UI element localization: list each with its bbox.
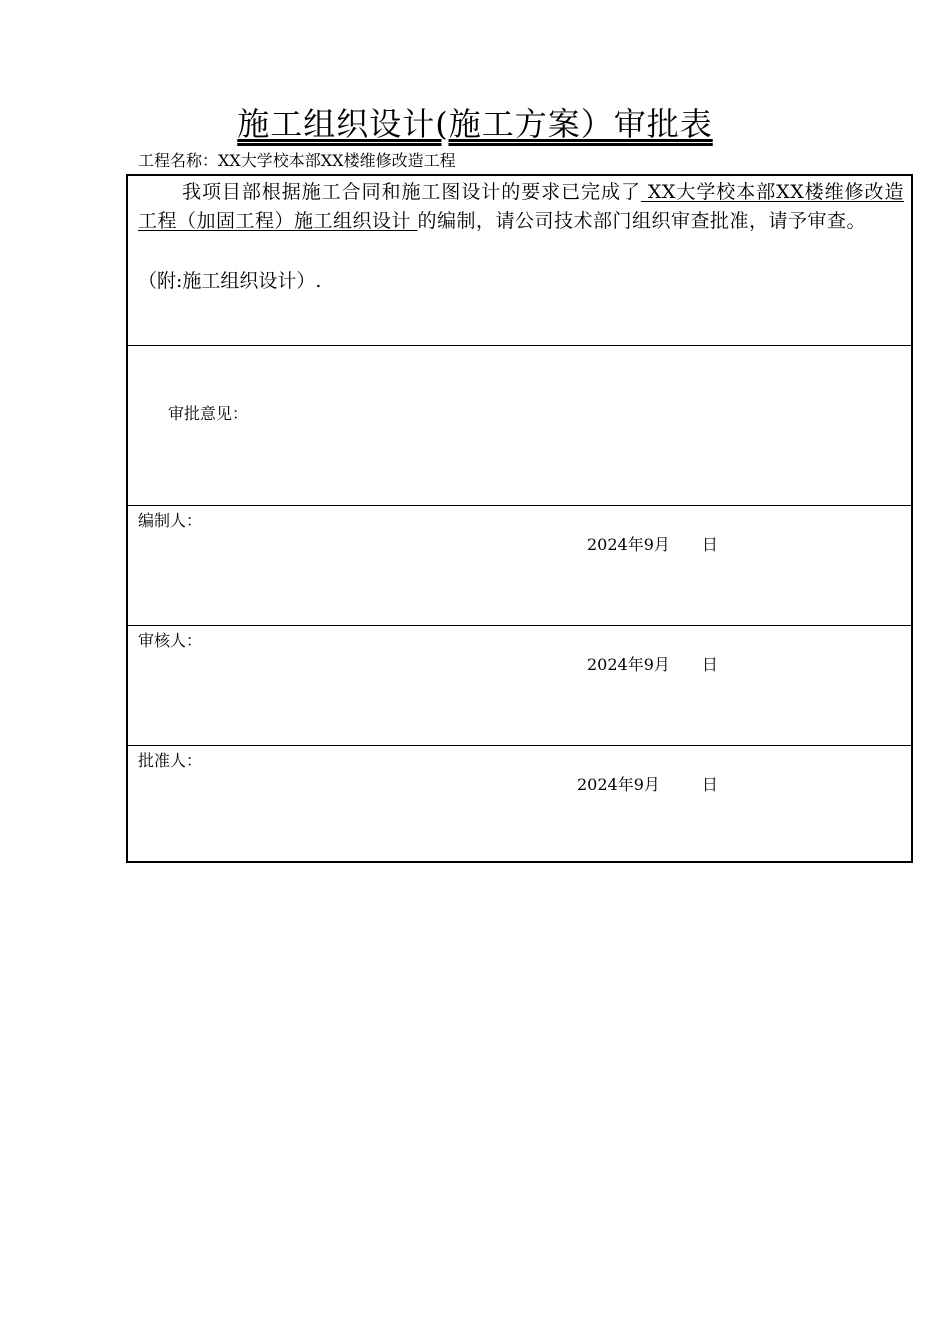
approver-date [577,774,718,796]
statement-text-after: 的编制，请公司技术部门组织审查批准，请予审查。 [417,210,867,232]
compiler-section[interactable] [128,505,911,625]
approver-section[interactable] [128,745,911,863]
reviewer-date-month: 2024年9月 [587,655,670,674]
compiler-date [587,534,718,556]
statement-text-before: 我项目部根据施工合同和施工图设计的要求已完成了 [182,181,641,203]
application-statement [138,178,904,236]
approver-date-month: 2024年9月 [577,775,660,794]
approval-opinion-label: 审批意见： [168,404,249,423]
approval-form-table [126,174,913,863]
reviewer-section[interactable] [128,625,911,745]
reviewer-date-day: 日 [701,655,718,674]
project-name-line: 工程名称：XX大学校本部XX楼维修改造工程 [138,151,456,170]
application-section [128,176,911,345]
reviewer-date [587,654,718,676]
compiler-date-day: 日 [701,535,718,554]
compiler-label: 编制人： [138,511,203,530]
form-title: 施工组织设计(施工方案）审批表 [237,105,713,143]
attachment-note: （附:施工组织设计）. [138,270,322,292]
design-document-name: XX大学校本部XX楼维修改造工程（加固工程）施工组织设计 [138,181,904,232]
approver-date-day: 日 [701,775,718,794]
compiler-date-month: 2024年9月 [587,535,670,554]
opinion-section[interactable] [128,345,911,505]
approver-label: 批准人： [138,751,203,770]
reviewer-label: 审核人： [138,631,203,650]
